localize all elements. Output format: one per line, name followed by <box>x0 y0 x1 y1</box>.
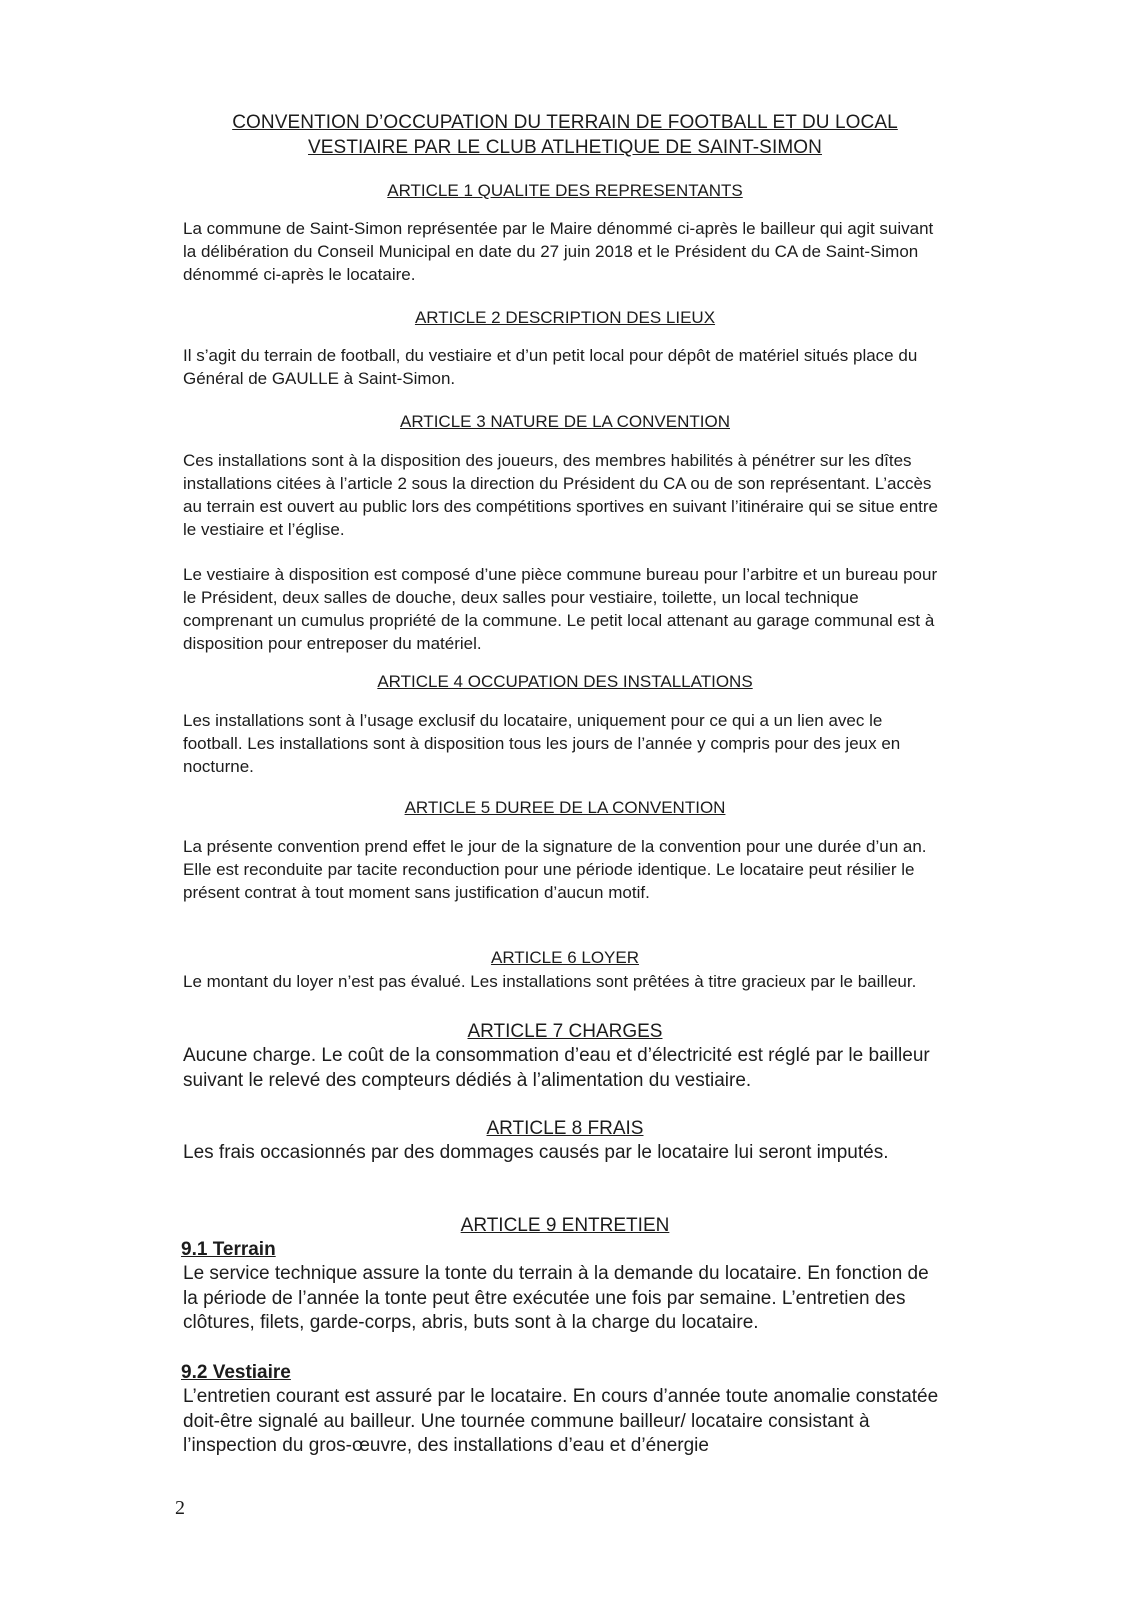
article-5-text: La présente convention prend effet le jour de la signature de la convention pour une durée d’un an. Elle est reconduite par tacite reconduction pour une période identique. Le locataire peut résilier le présent contrat à tout moment sans justification d’aucun motif. <box>183 837 927 902</box>
article-4-heading: ARTICLE 4 OCCUPATION DES INSTALLATIONS <box>377 672 753 691</box>
section-9-2-text: L’entretien courant est assuré par le locataire. En cours d’année toute anomalie constatée doit-être signalé au bailleur. Une tournée commune bailleur/ locataire consistant à l’inspection du gros-œuvre, des installations d’eau et d’énergie <box>183 1386 939 1456</box>
section-9-1-title: 9.1 Terrain <box>181 1239 276 1260</box>
article-6-heading: ARTICLE 6 LOYER <box>490 948 640 967</box>
article-8-heading: ARTICLE 8 FRAIS <box>486 1118 644 1139</box>
article-4-text: Les installations sont à l’usage exclusif du locataire, uniquement pour ce qui a un lien avec le football. Les installations sont à disposition tous les jours de l’année y compris pour des jeux en nocturne. <box>183 711 901 776</box>
page-number: 2 <box>175 1497 185 1519</box>
article-3-heading: ARTICLE 3 NATURE DE LA CONVENTION <box>400 412 730 431</box>
article-2-text: Il s’agit du terrain de football, du vestiaire et d’un petit local pour dépôt de matériel situés place du Général de GAULLE à Saint-Simon. <box>183 346 918 388</box>
article-7-heading: ARTICLE 7 CHARGES <box>467 1021 663 1042</box>
article-2-heading: ARTICLE 2 DESCRIPTION DES LIEUX <box>414 308 716 327</box>
section-9-1-text: Le service technique assure la tonte du terrain à la demande du locataire. En fonction de la période de l’année la tonte peut être exécutée une fois par semaine. L’entretien des clôtures, filets, garde-corps, abris, buts sont à la charge du locataire. <box>183 1263 929 1333</box>
article-1-text: La commune de Saint-Simon représentée par le Maire dénommé ci-après le bailleur qui agit suivant la délibération du Conseil Municipal en date du 27 juin 2018 et le Président du CA de Saint-Simon dénommé ci-après le locataire. <box>183 219 934 284</box>
section-9-2-title: 9.2 Vestiaire <box>181 1362 291 1383</box>
article-9-heading: ARTICLE 9 ENTRETIEN <box>460 1215 670 1236</box>
article-1-heading: ARTICLE 1 QUALITE DES REPRESENTANTS <box>387 181 743 200</box>
article-3-text-2: Le vestiaire à disposition est composé d’une pièce commune bureau pour l’arbitre et un bureau pour le Président, deux salles de douche, deux salles pour vestiaire, toilette, un local technique comprenant un cumulus propriété de la commune. Le petit local attenant au garage communal est à disposition pour entreposer du matériel. <box>183 565 938 653</box>
article-5-heading: ARTICLE 5 DUREE DE LA CONVENTION <box>404 798 726 817</box>
article-8-text: Les frais occasionnés par des dommages causés par le locataire lui seront imputés. <box>183 1142 889 1163</box>
title-line-1: CONVENTION D’OCCUPATION DU TERRAIN DE FOOTBALL ET DU LOCAL <box>232 112 898 133</box>
article-3-text-1: Ces installations sont à la disposition des joueurs, des membres habilités à pénétrer sur les dîtes installations citées à l’article 2 sous la direction du Président du CA ou de son représentant. L’accès au terrain est ouvert au public lors des compétitions sportives en suivant l’itinéraire qui se situe entre le vestiaire et l’église. <box>183 451 938 539</box>
article-6-text: Le montant du loyer n’est pas évalué. Les installations sont prêtées à titre gracieux par le bailleur. <box>183 972 917 991</box>
title-line-2: VESTIAIRE PAR LE CLUB ATLHETIQUE DE SAINT-SIMON <box>308 137 822 158</box>
article-7-text: Aucune charge. Le coût de la consommation d’eau et d’électricité est réglé par le bailleur suivant le relevé des compteurs dédiés à l’alimentation du vestiaire. <box>183 1045 930 1091</box>
document-title <box>150 110 980 160</box>
